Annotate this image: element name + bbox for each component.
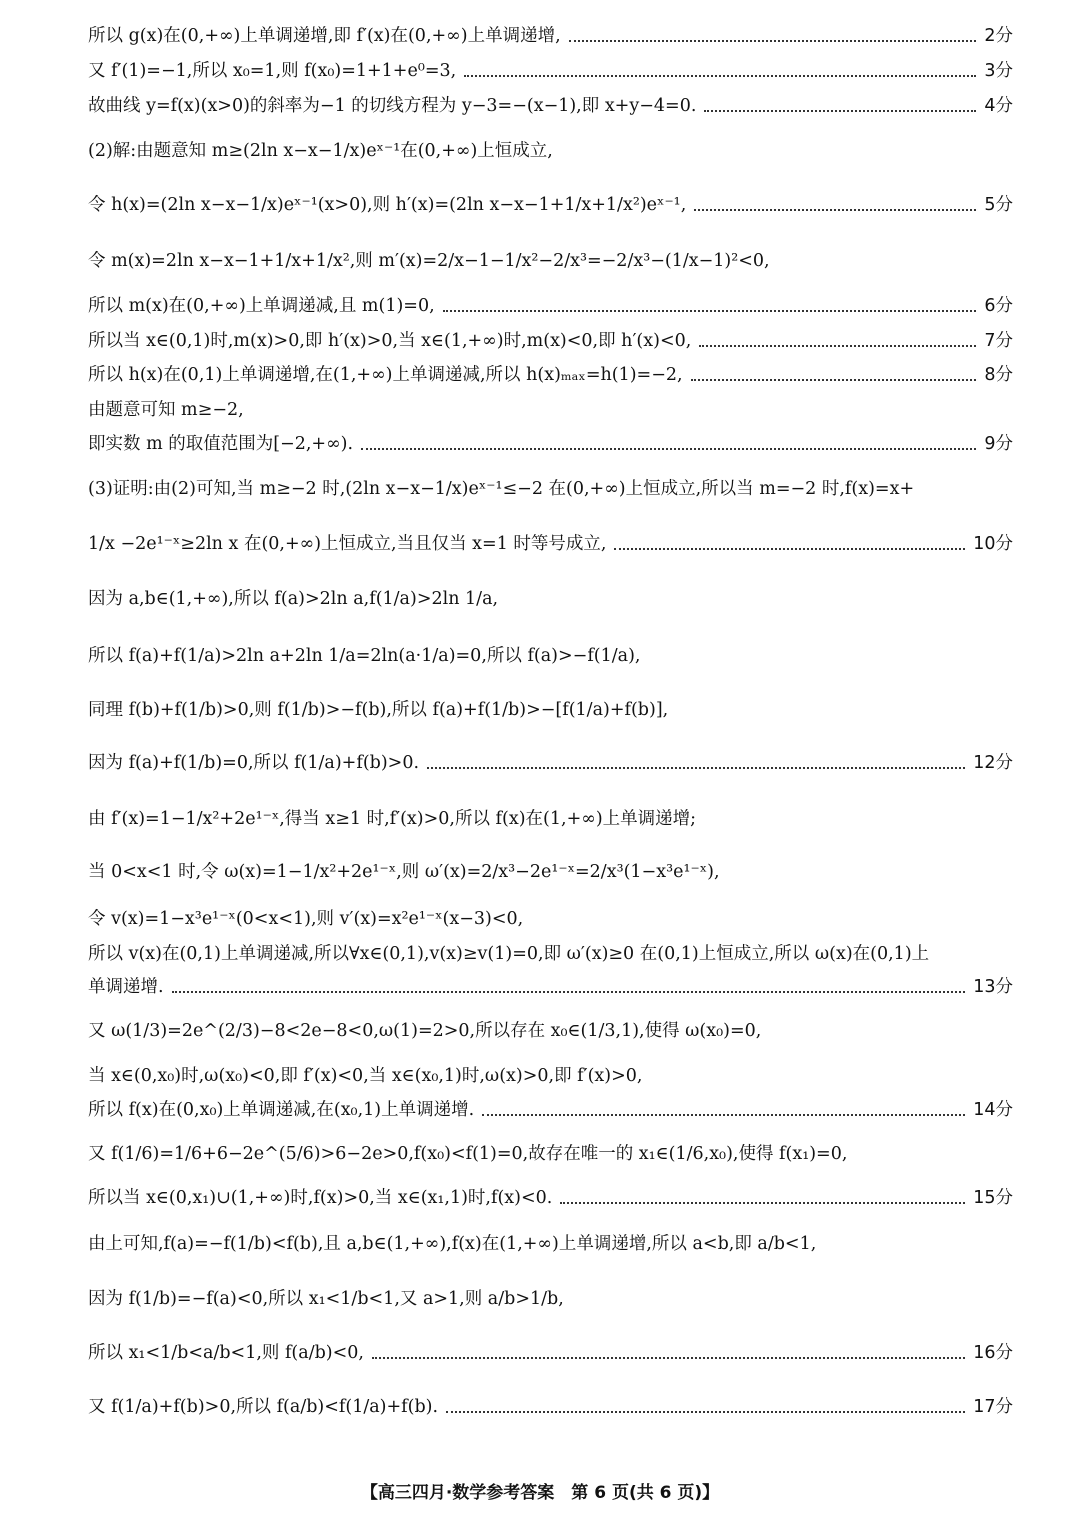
answer-line bbox=[88, 1342, 1013, 1364]
line-text: 所以 g(x)在(0,+∞)上单调递增,即 f′(x)在(0,+∞)上单调递增, bbox=[88, 26, 561, 46]
line-text: 所以 f(a)+f(1/a)>2ln a+2ln 1/a=2ln(a·1/a)=0,所以 f(a)>−f(1/a), bbox=[88, 646, 641, 666]
line-text: 令 m(x)=2ln x−x−1+1/x+1/x²,则 m′(x)=2/x−1−1/x²−2/x³=−2/x³−(1/x−1)²<0, bbox=[88, 251, 770, 271]
line-text: 1/x −2e¹⁻ˣ≥2ln x 在(0,+∞)上恒成立,当且仅当 x=1 时等号成立, bbox=[88, 534, 607, 554]
answer-line bbox=[88, 295, 1013, 317]
answer-line bbox=[88, 1187, 1013, 1209]
line-score: 12分 bbox=[973, 753, 1013, 773]
answer-line bbox=[88, 399, 1013, 421]
answer-line bbox=[88, 1065, 1013, 1087]
line-score: 15分 bbox=[973, 1188, 1013, 1208]
line-text: 所以 v(x)在(0,1)上单调递减,所以∀x∈(0,1),v(x)≥v(1)=0,即 ω′(x)≥0 在(0,1)上恒成立,所以 ω(x)在(0,1)上 bbox=[88, 944, 930, 964]
line-text: 因为 f(1/b)=−f(a)<0,所以 x₁<1/b<1,又 a>1,则 a/b>1/b, bbox=[88, 1289, 564, 1309]
line-text: 所以 x₁<1/b<a/b<1,则 f(a/b)<0, bbox=[88, 1343, 364, 1363]
line-text: 因为 f(a)+f(1/b)=0,所以 f(1/a)+f(b)>0. bbox=[88, 753, 420, 773]
dot-leader bbox=[691, 379, 977, 381]
answer-line bbox=[88, 250, 1013, 272]
line-text: 因为 a,b∈(1,+∞),所以 f(a)>2ln a,f(1/a)>2ln 1/a, bbox=[88, 589, 499, 609]
line-text: 单调递增. bbox=[88, 977, 164, 997]
answer-line bbox=[88, 699, 1013, 721]
line-score: 7分 bbox=[984, 331, 1013, 351]
line-score: 16分 bbox=[973, 1343, 1013, 1363]
line-score: 3分 bbox=[984, 61, 1013, 81]
answer-line bbox=[88, 861, 1013, 883]
dot-leader bbox=[694, 209, 976, 211]
dot-leader bbox=[569, 40, 977, 42]
line-score: 13分 bbox=[973, 977, 1013, 997]
line-text: 又 f′(1)=−1,所以 x₀=1,则 f(x₀)=1+1+e⁰=3, bbox=[88, 61, 457, 81]
line-text: 所以当 x∈(0,x₁)∪(1,+∞)时,f(x)>0,当 x∈(x₁,1)时,f(x)<0. bbox=[88, 1188, 553, 1208]
answer-line bbox=[88, 752, 1013, 774]
line-score: 5分 bbox=[984, 195, 1013, 215]
dot-leader bbox=[464, 75, 976, 77]
line-score: 10分 bbox=[973, 534, 1013, 554]
answer-line bbox=[88, 194, 1013, 216]
dot-leader bbox=[560, 1202, 965, 1204]
answer-line bbox=[88, 908, 1013, 930]
answer-line bbox=[88, 976, 1013, 998]
dot-leader bbox=[172, 991, 966, 993]
answer-line bbox=[88, 1099, 1013, 1121]
answer-line bbox=[88, 645, 1013, 667]
dot-leader bbox=[614, 548, 965, 550]
dot-leader bbox=[699, 345, 976, 347]
answer-line bbox=[88, 808, 1013, 830]
line-text: 所以 m(x)在(0,+∞)上单调递减,且 m(1)=0, bbox=[88, 296, 435, 316]
answer-line bbox=[88, 943, 1013, 965]
dot-leader bbox=[446, 1411, 965, 1413]
answer-line bbox=[88, 364, 1013, 386]
answer-line bbox=[88, 1020, 1013, 1042]
line-text: (3)证明:由(2)可知,当 m≥−2 时,(2ln x−x−1/x)eˣ⁻¹≤−2 在(0,+∞)上恒成立,所以当 m=−2 时,f(x)=x+ bbox=[88, 479, 915, 499]
answer-line bbox=[88, 95, 1013, 117]
line-text: 由上可知,f(a)=−f(1/b)<f(b),且 a,b∈(1,+∞),f(x)在(1,+∞)上单调递增,所以 a<b,即 a/b<1, bbox=[88, 1234, 817, 1254]
answer-line bbox=[88, 533, 1013, 555]
line-text: 又 f(1/6)=1/6+6−2e^(5/6)>6−2e>0,f(x₀)<f(1)=0,故存在唯一的 x₁∈(1/6,x₀),使得 f(x₁)=0, bbox=[88, 1144, 848, 1164]
answer-line bbox=[88, 1143, 1013, 1165]
line-text: 由题意可知 m≥−2, bbox=[88, 400, 244, 420]
line-text: 令 h(x)=(2ln x−x−1/x)eˣ⁻¹(x>0),则 h′(x)=(2ln x−x−1+1/x+1/x²)eˣ⁻¹, bbox=[88, 195, 687, 215]
line-text: 令 v(x)=1−x³e¹⁻ˣ(0<x<1),则 v′(x)=x²e¹⁻ˣ(x−3)<0, bbox=[88, 909, 524, 929]
answer-line bbox=[88, 588, 1013, 610]
answer-line bbox=[88, 433, 1013, 455]
dot-leader bbox=[361, 448, 976, 450]
dot-leader bbox=[372, 1357, 965, 1359]
answer-line bbox=[88, 1288, 1013, 1310]
line-score: 14分 bbox=[973, 1100, 1013, 1120]
dot-leader bbox=[704, 110, 976, 112]
line-text: 当 0<x<1 时,令 ω(x)=1−1/x²+2e¹⁻ˣ,则 ω′(x)=2/x³−2e¹⁻ˣ=2/x³(1−x³e¹⁻ˣ), bbox=[88, 862, 720, 882]
answer-line bbox=[88, 1396, 1013, 1418]
line-text: 所以 f(x)在(0,x₀)上单调递减,在(x₀,1)上单调递增. bbox=[88, 1100, 475, 1120]
answer-line bbox=[88, 140, 1013, 162]
line-text: 当 x∈(0,x₀)时,ω(x₀)<0,即 f′(x)<0,当 x∈(x₀,1)时,ω(x)>0,即 f′(x)>0, bbox=[88, 1066, 643, 1086]
dot-leader bbox=[427, 767, 965, 769]
line-score: 4分 bbox=[984, 96, 1013, 116]
line-score: 17分 bbox=[973, 1397, 1013, 1417]
line-text: 由 f′(x)=1−1/x²+2e¹⁻ˣ,得当 x≥1 时,f′(x)>0,所以 f(x)在(1,+∞)上单调递增; bbox=[88, 809, 697, 829]
line-text: 同理 f(b)+f(1/b)>0,则 f(1/b)>−f(b),所以 f(a)+f(1/b)>−[f(1/a)+f(b)], bbox=[88, 700, 669, 720]
line-text: 即实数 m 的取值范围为[−2,+∞). bbox=[88, 434, 354, 454]
dot-leader bbox=[482, 1114, 965, 1116]
line-text: 故曲线 y=f(x)(x>0)的斜率为−1 的切线方程为 y−3=−(x−1),即 x+y−4=0. bbox=[88, 96, 697, 116]
line-text: 又 f(1/a)+f(b)>0,所以 f(a/b)<f(1/a)+f(b). bbox=[88, 1397, 439, 1417]
answer-line bbox=[88, 1233, 1013, 1255]
line-score: 6分 bbox=[984, 296, 1013, 316]
line-score: 2分 bbox=[984, 26, 1013, 46]
line-text: 又 ω(1/3)=2e^(2/3)−8<2e−8<0,ω(1)=2>0,所以存在 x₀∈(1/3,1),使得 ω(x₀)=0, bbox=[88, 1021, 762, 1041]
line-text: (2)解:由题意知 m≥(2ln x−x−1/x)eˣ⁻¹在(0,+∞)上恒成立, bbox=[88, 141, 553, 161]
answer-line bbox=[88, 60, 1013, 82]
page-footer: 【高三四月·数学参考答案 第 6 页(共 6 页)】 bbox=[360, 1483, 720, 1503]
line-score: 8分 bbox=[984, 365, 1013, 385]
answer-line bbox=[88, 478, 1013, 500]
line-score: 9分 bbox=[984, 434, 1013, 454]
line-text: 所以 h(x)在(0,1)上单调递增,在(1,+∞)上单调递减,所以 h(x)ₘₐₓ=h(1)=−2, bbox=[88, 365, 683, 385]
answer-line bbox=[88, 330, 1013, 352]
answer-line bbox=[88, 25, 1013, 47]
line-text: 所以当 x∈(0,1)时,m(x)>0,即 h′(x)>0,当 x∈(1,+∞)时,m(x)<0,即 h′(x)<0, bbox=[88, 331, 692, 351]
dot-leader bbox=[443, 310, 977, 312]
